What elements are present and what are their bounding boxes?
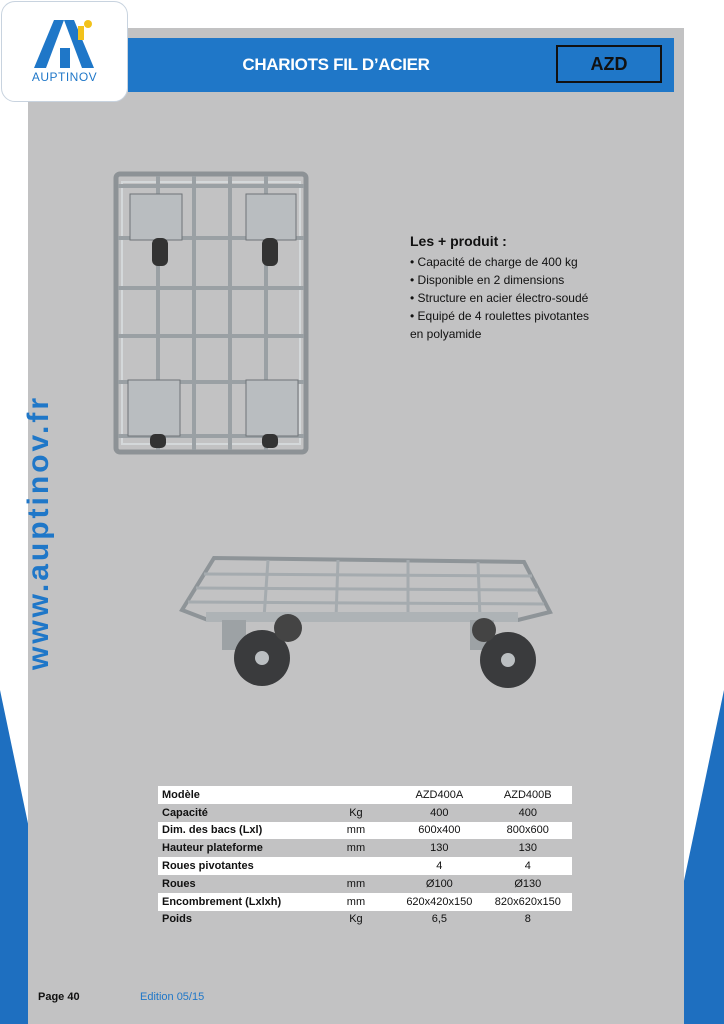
spec-value-a: 6,5 xyxy=(395,911,483,929)
benefit-item: • Structure en acier électro-soudé xyxy=(410,291,589,305)
spec-value-a: 620x420x150 xyxy=(395,893,483,911)
spec-value-b: 4 xyxy=(484,857,572,875)
spec-value-b: 400 xyxy=(484,804,572,822)
spec-value-a: 400 xyxy=(395,804,483,822)
spec-value-a: 130 xyxy=(395,839,483,857)
benefit-item: en polyamide xyxy=(410,327,482,341)
benefit-item: • Disponible en 2 dimensions xyxy=(410,273,565,287)
page-number: Page 40 xyxy=(38,991,80,1003)
spec-unit: mm xyxy=(317,893,395,911)
spec-value-b: Ø130 xyxy=(484,875,572,893)
benefit-item: • Equipé de 4 roulettes pivotantes xyxy=(410,309,589,323)
trolley-perspective-image xyxy=(178,548,558,698)
table-row xyxy=(158,839,572,857)
spec-value-a: Ø100 xyxy=(395,875,483,893)
spec-unit: mm xyxy=(317,839,395,857)
spec-value-a: 600x400 xyxy=(395,822,483,840)
spec-label: Modèle xyxy=(158,786,317,804)
spec-label: Capacité xyxy=(158,804,317,822)
spec-value-b: 800x600 xyxy=(484,822,572,840)
table-row xyxy=(158,822,572,840)
logo xyxy=(1,1,128,102)
table-row xyxy=(158,804,572,822)
logo-mark-icon xyxy=(30,18,100,70)
website-url: www.auptinov.fr xyxy=(22,395,55,670)
spec-label: Roues xyxy=(158,875,317,893)
spec-value-b: 8 xyxy=(484,911,572,929)
spec-unit: mm xyxy=(317,822,395,840)
table-row xyxy=(158,875,572,893)
table-row xyxy=(158,857,572,875)
spec-value-a: AZD400A xyxy=(395,786,483,804)
table-row xyxy=(158,893,572,911)
logo-text: AUPTINOV xyxy=(31,70,98,84)
table-row xyxy=(158,911,572,929)
table-row xyxy=(158,786,572,804)
spec-unit xyxy=(317,857,395,875)
spec-unit: Kg xyxy=(317,911,395,929)
spec-value-b: 820x620x150 xyxy=(484,893,572,911)
spec-value-b: AZD400B xyxy=(484,786,572,804)
product-code-badge: AZD xyxy=(556,45,662,83)
spec-label: Dim. des bacs (Lxl) xyxy=(158,822,317,840)
benefit-item: • Capacité de charge de 400 kg xyxy=(410,255,578,269)
spec-unit xyxy=(317,786,395,804)
spec-unit: Kg xyxy=(317,804,395,822)
spec-unit: mm xyxy=(317,875,395,893)
benefits-title: Les + produit : xyxy=(410,233,507,249)
spec-label: Poids xyxy=(158,911,317,929)
product-benefits xyxy=(410,233,589,343)
spec-label: Encombrement (Lxlxh) xyxy=(158,893,317,911)
spec-table xyxy=(158,786,572,928)
spec-value-a: 4 xyxy=(395,857,483,875)
spec-value-b: 130 xyxy=(484,839,572,857)
page-title: CHARIOTS FIL D’ACIER xyxy=(242,55,430,74)
spec-label: Roues pivotantes xyxy=(158,857,317,875)
trolley-top-view-image xyxy=(108,168,314,458)
spec-label: Hauteur plateforme xyxy=(158,839,317,857)
edition-label: Edition 05/15 xyxy=(140,991,205,1003)
